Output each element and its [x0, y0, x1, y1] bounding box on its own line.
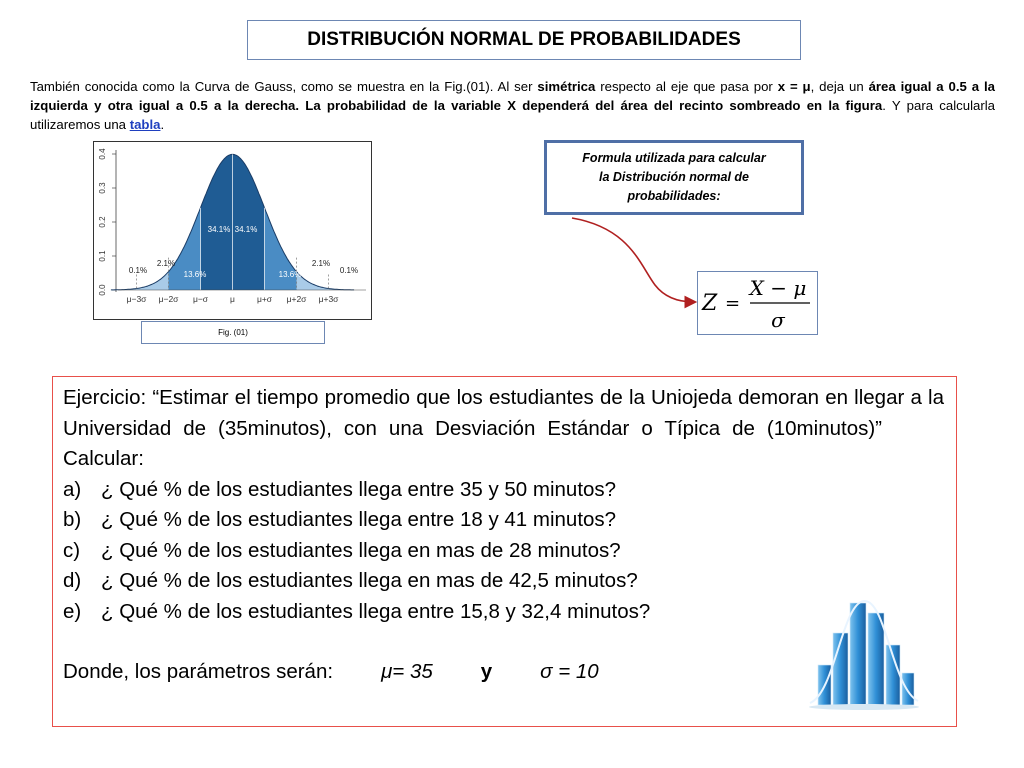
histogram-clipart-icon	[780, 593, 938, 711]
formula-callout-line3: probabilidades:	[627, 189, 721, 203]
pct-mid-left: 13.6%	[183, 270, 207, 279]
item-label: c)	[63, 538, 81, 562]
y-tick-label: 0.4	[98, 148, 107, 160]
x-tick-label: μ+2σ	[286, 294, 307, 304]
item-label: a)	[63, 477, 82, 501]
slide-title	[247, 20, 801, 60]
figure-caption-text: Fig. (01)	[218, 328, 248, 337]
pct-mid-right: 13.6%	[278, 270, 302, 279]
intro-bold-2: x = μ	[777, 79, 811, 94]
item-text: ¿ Qué % de los estudiantes llega en mas de 42,5 minutos?	[101, 569, 638, 592]
item-label: e)	[63, 599, 82, 623]
formula-callout-line1: Formula utilizada para calcular	[582, 151, 766, 165]
pct-outer-right: 2.1%	[311, 259, 331, 268]
intro-text-5: .	[160, 117, 165, 132]
equals-sign: =	[725, 293, 741, 314]
intro-text-1: También conocida como la Curva de Gauss, como se muestra en la Fig.(01). Al ser	[30, 79, 538, 94]
arrow-to-formula	[560, 210, 710, 310]
exercise-item-d	[63, 566, 944, 597]
pct-tail-left: 0.1%	[128, 266, 148, 275]
sigma-value: σ = 10	[540, 660, 599, 683]
pct-tail-right: 0.1%	[339, 266, 359, 275]
region-tail-left	[105, 142, 137, 302]
y-tick-label: 0.0	[98, 284, 107, 296]
z-formula-svg	[698, 272, 817, 334]
exercise-item-c	[63, 536, 944, 567]
x-tick-label: μ−3σ	[126, 294, 147, 304]
z-symbol: Z	[702, 291, 718, 316]
y-tick-label: 0.3	[98, 182, 107, 194]
intro-bold-1: simétrica	[537, 79, 596, 94]
exercise-item-a	[63, 475, 944, 506]
pct-outer-left: 2.1%	[156, 259, 176, 268]
tabla-link[interactable]: tabla	[129, 117, 161, 132]
item-text: ¿ Qué % de los estudiantes llega entre 15,8 y 32,4 minutos?	[101, 599, 651, 623]
formula-callout-line2: la Distribución normal de	[598, 170, 750, 184]
exercise-item-b	[63, 505, 944, 536]
z-formula	[697, 271, 818, 335]
region-outer-left	[137, 142, 169, 302]
x-tick-label: μ+σ	[256, 294, 273, 304]
calcular-label: Calcular:	[63, 447, 144, 470]
item-text: ¿ Qué % de los estudiantes llega en mas de 28 minutos?	[101, 538, 621, 562]
item-label: d)	[63, 569, 82, 592]
intro-text-4: . Y para calcularla utilizaremos una	[30, 98, 996, 132]
pct-center-left: 34.1%	[207, 225, 231, 234]
mu-value: μ= 35	[381, 660, 433, 683]
z-numerator: X − μ	[749, 276, 807, 300]
gauss-curve-svg	[94, 142, 371, 319]
exercise-statement	[63, 383, 944, 475]
x-tick-label: μ−σ	[192, 294, 209, 304]
pct-center-right: 34.1%	[234, 225, 258, 234]
z-denominator: σ	[771, 308, 785, 332]
intro-bold-3: área igual a 0.5 a la izquierda y otra igual a 0.5 a la derecha. La probabilidad de la variable X dependerá del área del recinto sombreado en la figura	[30, 79, 995, 113]
item-text: ¿ Qué % de los estudiantes llega entre 18 y 41 minutos?	[101, 508, 617, 531]
intro-text-2: respecto al eje que pasa por	[595, 79, 778, 94]
intro-text-3: , deja un	[810, 79, 869, 94]
y-tick-label: 0.1	[98, 250, 107, 262]
x-tick-label: μ	[230, 294, 235, 304]
region-tail-right	[329, 142, 361, 302]
params-label: Donde, los parámetros serán:	[63, 660, 334, 683]
formula-callout	[544, 140, 804, 215]
figure-caption	[141, 321, 325, 344]
gauss-figure	[93, 141, 372, 320]
intro-paragraph	[30, 77, 995, 134]
y-ticks	[98, 148, 116, 296]
x-tick-label: μ+3σ	[318, 294, 339, 304]
item-text: ¿ Qué % de los estudiantes llega entre 35 y 50 minutos?	[101, 477, 617, 501]
x-tick-label: μ−2σ	[158, 294, 179, 304]
and-word: y	[480, 660, 493, 683]
exercise-statement-text: Ejercicio: “Estimar el tiempo promedio que los estudiantes de la Uniojeda demoran en llegar a la Universidad de (35minutos), con una Desviación Estándar o Típica de (10minutos)”	[63, 386, 944, 440]
x-ticks	[127, 294, 340, 304]
item-label: b)	[63, 508, 82, 531]
slide-title-text: DISTRIBUCIÓN NORMAL DE PROBABILIDADES	[307, 29, 741, 50]
y-tick-label: 0.2	[98, 216, 107, 228]
